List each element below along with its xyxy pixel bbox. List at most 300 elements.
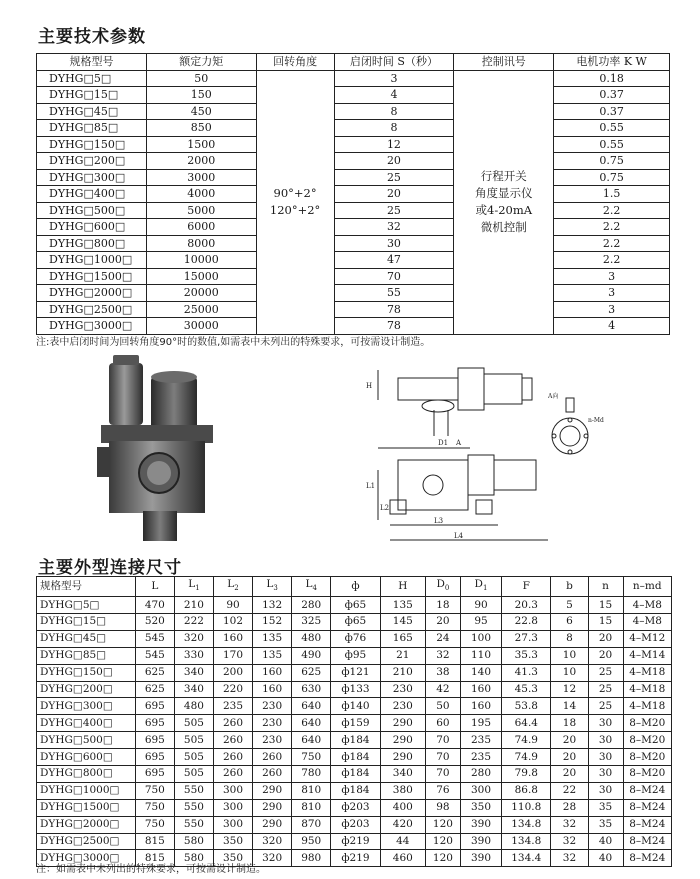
- value-cell: 86.8: [502, 782, 551, 799]
- value-cell: 14: [551, 698, 588, 715]
- power-cell: 2.2: [554, 235, 670, 252]
- value-cell: 50: [425, 698, 460, 715]
- model-cell: DYHG□1500□: [37, 268, 147, 285]
- actuator-photo: [95, 355, 235, 545]
- table-row: [37, 252, 670, 269]
- value-cell: 30: [588, 782, 623, 799]
- drawing-label-h: H: [366, 382, 373, 390]
- value-cell: 132: [253, 597, 292, 614]
- control-signal-line: 角度显示仪: [475, 186, 533, 200]
- value-cell: 4–M12: [623, 630, 672, 647]
- value-cell: 695: [135, 732, 174, 749]
- value-cell: 22.8: [502, 613, 551, 630]
- table-row: [37, 268, 670, 285]
- model-cell: DYHG□2000□: [37, 285, 147, 302]
- value-cell: 76: [425, 782, 460, 799]
- value-cell: 260: [253, 749, 292, 766]
- value-cell: 20: [551, 732, 588, 749]
- value-cell: 380: [380, 782, 425, 799]
- value-cell: 545: [135, 630, 174, 647]
- model-cell: DYHG□1000□: [37, 782, 136, 799]
- value-cell: ф203: [331, 816, 380, 833]
- value-cell: 74.9: [502, 732, 551, 749]
- value-cell: 810: [292, 782, 331, 799]
- value-cell: 625: [135, 681, 174, 698]
- value-cell: 695: [135, 715, 174, 732]
- flange-view-drawing: [548, 392, 608, 464]
- value-cell: 505: [174, 715, 213, 732]
- value-cell: 30: [588, 715, 623, 732]
- torque-cell: 3000: [146, 169, 256, 186]
- value-cell: 35: [588, 799, 623, 816]
- value-cell: 580: [174, 833, 213, 850]
- value-cell: 230: [380, 698, 425, 715]
- value-cell: 160: [213, 630, 252, 647]
- drawing-label-l3: L3: [434, 517, 444, 525]
- value-cell: 20: [551, 766, 588, 783]
- value-cell: 134.8: [502, 833, 551, 850]
- power-cell: 0.37: [554, 87, 670, 104]
- time-cell: 25: [334, 202, 454, 219]
- table-row: [37, 301, 670, 318]
- table-row: [37, 235, 670, 252]
- time-cell: 32: [334, 219, 454, 236]
- value-cell: 32: [551, 850, 588, 867]
- table-row: [37, 285, 670, 302]
- torque-cell: 850: [146, 120, 256, 137]
- column-header: 规格型号: [37, 577, 136, 597]
- model-cell: DYHG□45□: [37, 630, 136, 647]
- value-cell: 25: [588, 681, 623, 698]
- value-cell: 230: [253, 698, 292, 715]
- value-cell: 300: [213, 799, 252, 816]
- value-cell: 70: [425, 766, 460, 783]
- table-row: [37, 186, 670, 203]
- power-cell: 1.5: [554, 186, 670, 203]
- time-cell: 70: [334, 268, 454, 285]
- model-cell: DYHG□150□: [37, 136, 147, 153]
- value-cell: 79.8: [502, 766, 551, 783]
- control-signal-line: 行程开关: [480, 169, 527, 183]
- value-cell: 505: [174, 732, 213, 749]
- value-cell: 390: [460, 816, 501, 833]
- value-cell: ф140: [331, 698, 380, 715]
- value-cell: ф65: [331, 597, 380, 614]
- torque-cell: 4000: [146, 186, 256, 203]
- rotation-angle-line: 120°+2°: [269, 203, 321, 217]
- table-row: [37, 169, 670, 186]
- column-header: $L_3$: [253, 577, 292, 597]
- torque-cell: 1500: [146, 136, 256, 153]
- value-cell: 260: [213, 732, 252, 749]
- value-cell: 220: [213, 681, 252, 698]
- torque-cell: 50: [146, 70, 256, 87]
- column-header: $D_0$: [425, 577, 460, 597]
- value-cell: ф133: [331, 681, 380, 698]
- table-row: [37, 715, 672, 732]
- power-cell: 0.55: [554, 136, 670, 153]
- value-cell: 40: [588, 833, 623, 850]
- torque-cell: 20000: [146, 285, 256, 302]
- model-cell: DYHG□2500□: [37, 833, 136, 850]
- model-cell: DYHG□1000□: [37, 252, 147, 269]
- time-cell: 78: [334, 301, 454, 318]
- value-cell: 290: [253, 816, 292, 833]
- column-header: 启闭时间 S（秒）: [334, 54, 454, 71]
- value-cell: 815: [135, 833, 174, 850]
- value-cell: 520: [135, 613, 174, 630]
- value-cell: 120: [425, 833, 460, 850]
- value-cell: 24: [425, 630, 460, 647]
- power-cell: 3: [554, 285, 670, 302]
- value-cell: 8–M20: [623, 766, 672, 783]
- value-cell: 160: [460, 698, 501, 715]
- value-cell: 695: [135, 749, 174, 766]
- tech-params-table: [36, 53, 670, 335]
- table-row: [37, 833, 672, 850]
- value-cell: 18: [551, 715, 588, 732]
- value-cell: ф184: [331, 749, 380, 766]
- control-signal-cell: [454, 70, 554, 334]
- value-cell: 550: [174, 799, 213, 816]
- power-cell: 2.2: [554, 252, 670, 269]
- column-header: n–md: [623, 577, 672, 597]
- value-cell: 235: [213, 698, 252, 715]
- torque-cell: 2000: [146, 153, 256, 170]
- model-cell: DYHG□3000□: [37, 318, 147, 335]
- value-cell: 320: [174, 630, 213, 647]
- time-cell: 78: [334, 318, 454, 335]
- column-header: $D_1$: [460, 577, 501, 597]
- value-cell: 20: [425, 613, 460, 630]
- time-cell: 55: [334, 285, 454, 302]
- value-cell: ф65: [331, 613, 380, 630]
- value-cell: 90: [460, 597, 501, 614]
- table-row: [37, 681, 672, 698]
- model-cell: DYHG□85□: [37, 647, 136, 664]
- model-cell: DYHG□150□: [37, 664, 136, 681]
- value-cell: 260: [213, 749, 252, 766]
- value-cell: 280: [460, 766, 501, 783]
- time-cell: 20: [334, 186, 454, 203]
- drawing-label-nmd: n-Md: [588, 417, 604, 424]
- column-header: b: [551, 577, 588, 597]
- value-cell: 6: [551, 613, 588, 630]
- value-cell: 550: [174, 782, 213, 799]
- column-header: 额定力矩: [146, 54, 256, 71]
- model-cell: DYHG□500□: [37, 732, 136, 749]
- value-cell: 420: [380, 816, 425, 833]
- value-cell: 580: [174, 850, 213, 867]
- value-cell: ф203: [331, 799, 380, 816]
- value-cell: 20: [588, 630, 623, 647]
- value-cell: 135: [380, 597, 425, 614]
- power-cell: 3: [554, 301, 670, 318]
- value-cell: 625: [292, 664, 331, 681]
- value-cell: 160: [253, 681, 292, 698]
- value-cell: 950: [292, 833, 331, 850]
- value-cell: 8–M20: [623, 732, 672, 749]
- model-cell: DYHG□800□: [37, 235, 147, 252]
- model-cell: DYHG□2000□: [37, 816, 136, 833]
- drawing-label-l2: L2: [380, 504, 390, 512]
- table-row: [37, 597, 672, 614]
- value-cell: 8–M24: [623, 782, 672, 799]
- column-header: 回转角度: [256, 54, 334, 71]
- tech-note: 注:表中启闭时间为回转角度90°时的数值,如需表中未列出的特殊要求，可按需设计制造。: [36, 337, 431, 348]
- value-cell: 5: [551, 597, 588, 614]
- torque-cell: 6000: [146, 219, 256, 236]
- value-cell: 32: [551, 816, 588, 833]
- model-cell: DYHG□800□: [37, 766, 136, 783]
- value-cell: 8: [551, 630, 588, 647]
- value-cell: 134.4: [502, 850, 551, 867]
- power-cell: 0.75: [554, 169, 670, 186]
- value-cell: 222: [174, 613, 213, 630]
- value-cell: ф219: [331, 833, 380, 850]
- value-cell: 20: [588, 647, 623, 664]
- model-cell: DYHG□600□: [37, 749, 136, 766]
- table-row: [37, 816, 672, 833]
- value-cell: 400: [380, 799, 425, 816]
- table-row: [37, 120, 670, 137]
- time-cell: 47: [334, 252, 454, 269]
- value-cell: 20: [551, 749, 588, 766]
- table-row: [37, 766, 672, 783]
- value-cell: 44: [380, 833, 425, 850]
- model-cell: DYHG□300□: [37, 698, 136, 715]
- drawing-label-d1: D1: [438, 439, 449, 447]
- value-cell: 25: [588, 698, 623, 715]
- value-cell: 630: [292, 681, 331, 698]
- column-header: F: [502, 577, 551, 597]
- value-cell: 8–M20: [623, 715, 672, 732]
- value-cell: 320: [253, 850, 292, 867]
- time-cell: 20: [334, 153, 454, 170]
- model-cell: DYHG□15□: [37, 87, 147, 104]
- value-cell: 135: [253, 630, 292, 647]
- value-cell: 260: [253, 766, 292, 783]
- value-cell: 290: [253, 782, 292, 799]
- model-cell: DYHG□400□: [37, 715, 136, 732]
- value-cell: 8–M24: [623, 816, 672, 833]
- value-cell: 750: [135, 782, 174, 799]
- column-header: L: [135, 577, 174, 597]
- power-cell: 0.75: [554, 153, 670, 170]
- value-cell: 60: [425, 715, 460, 732]
- value-cell: 20.3: [502, 597, 551, 614]
- value-cell: 12: [551, 681, 588, 698]
- torque-cell: 30000: [146, 318, 256, 335]
- table-row: [37, 219, 670, 236]
- value-cell: 53.8: [502, 698, 551, 715]
- torque-cell: 10000: [146, 252, 256, 269]
- value-cell: 8–M20: [623, 749, 672, 766]
- value-cell: 695: [135, 766, 174, 783]
- value-cell: ф159: [331, 715, 380, 732]
- model-cell: DYHG□5□: [37, 70, 147, 87]
- value-cell: 325: [292, 613, 331, 630]
- model-cell: DYHG□15□: [37, 613, 136, 630]
- value-cell: 235: [460, 749, 501, 766]
- value-cell: 350: [213, 850, 252, 867]
- control-signal-line: 或4-20mA: [475, 203, 533, 217]
- column-header: 电机功率 K W: [554, 54, 670, 71]
- value-cell: ф76: [331, 630, 380, 647]
- drawing-label-a: A: [456, 439, 462, 447]
- value-cell: 625: [135, 664, 174, 681]
- value-cell: 32: [425, 647, 460, 664]
- value-cell: 30: [588, 766, 623, 783]
- value-cell: 170: [213, 647, 252, 664]
- value-cell: 210: [174, 597, 213, 614]
- value-cell: 140: [460, 664, 501, 681]
- time-cell: 12: [334, 136, 454, 153]
- model-cell: DYHG□1500□: [37, 799, 136, 816]
- value-cell: ф121: [331, 664, 380, 681]
- value-cell: 8–M24: [623, 850, 672, 867]
- column-header: n: [588, 577, 623, 597]
- model-cell: DYHG□85□: [37, 120, 147, 137]
- torque-cell: 150: [146, 87, 256, 104]
- value-cell: 480: [292, 630, 331, 647]
- value-cell: 4–M18: [623, 698, 672, 715]
- section-title-dims: 主要外型连接尺寸: [38, 558, 182, 578]
- value-cell: 750: [292, 749, 331, 766]
- time-cell: 8: [334, 120, 454, 137]
- value-cell: 300: [460, 782, 501, 799]
- value-cell: 15: [588, 597, 623, 614]
- value-cell: 25: [588, 664, 623, 681]
- value-cell: 320: [253, 833, 292, 850]
- value-cell: 210: [380, 664, 425, 681]
- model-cell: DYHG□300□: [37, 169, 147, 186]
- value-cell: 340: [174, 681, 213, 698]
- value-cell: 640: [292, 698, 331, 715]
- value-cell: 815: [135, 850, 174, 867]
- power-cell: 0.18: [554, 70, 670, 87]
- model-cell: DYHG□600□: [37, 219, 147, 236]
- value-cell: 260: [213, 715, 252, 732]
- value-cell: 390: [460, 833, 501, 850]
- value-cell: 160: [253, 664, 292, 681]
- value-cell: 18: [425, 597, 460, 614]
- torque-cell: 5000: [146, 202, 256, 219]
- value-cell: 110.8: [502, 799, 551, 816]
- model-cell: DYHG□200□: [37, 153, 147, 170]
- column-header: $L_1$: [174, 577, 213, 597]
- value-cell: 545: [135, 647, 174, 664]
- column-header: 规格型号: [37, 54, 147, 71]
- value-cell: ф95: [331, 647, 380, 664]
- value-cell: 120: [425, 816, 460, 833]
- value-cell: 640: [292, 732, 331, 749]
- value-cell: 340: [174, 664, 213, 681]
- value-cell: ф219: [331, 850, 380, 867]
- value-cell: 38: [425, 664, 460, 681]
- value-cell: 235: [460, 732, 501, 749]
- value-cell: 810: [292, 799, 331, 816]
- value-cell: 350: [460, 799, 501, 816]
- value-cell: 195: [460, 715, 501, 732]
- power-cell: 3: [554, 268, 670, 285]
- value-cell: 90: [213, 597, 252, 614]
- drawing-label-l4: L4: [454, 532, 464, 540]
- value-cell: 8–M24: [623, 799, 672, 816]
- value-cell: 4–M18: [623, 681, 672, 698]
- value-cell: 30: [588, 732, 623, 749]
- value-cell: 32: [551, 833, 588, 850]
- value-cell: 28: [551, 799, 588, 816]
- value-cell: 640: [292, 715, 331, 732]
- column-header: ф: [331, 577, 380, 597]
- value-cell: 135: [253, 647, 292, 664]
- dimensions-table: [36, 576, 672, 867]
- value-cell: 390: [460, 850, 501, 867]
- value-cell: 27.3: [502, 630, 551, 647]
- value-cell: 145: [380, 613, 425, 630]
- value-cell: 505: [174, 766, 213, 783]
- time-cell: 30: [334, 235, 454, 252]
- rotation-angle-line: 90°+2°: [273, 186, 317, 200]
- value-cell: 750: [135, 799, 174, 816]
- table-row: [37, 103, 670, 120]
- drawing-label-l1: L1: [366, 482, 376, 490]
- model-cell: DYHG□45□: [37, 103, 147, 120]
- table-row: [37, 153, 670, 170]
- drawing-label-aa: A向: [548, 393, 559, 400]
- value-cell: 350: [213, 833, 252, 850]
- torque-cell: 15000: [146, 268, 256, 285]
- table-row: [37, 782, 672, 799]
- value-cell: ф184: [331, 732, 380, 749]
- value-cell: 35.3: [502, 647, 551, 664]
- value-cell: 10: [551, 647, 588, 664]
- power-cell: 2.2: [554, 219, 670, 236]
- value-cell: 22: [551, 782, 588, 799]
- value-cell: 550: [174, 816, 213, 833]
- table-row: [37, 630, 672, 647]
- model-cell: DYHG□400□: [37, 186, 147, 203]
- model-cell: DYHG□3000□: [37, 850, 136, 867]
- table-row: [37, 749, 672, 766]
- time-cell: 3: [334, 70, 454, 87]
- time-cell: 4: [334, 87, 454, 104]
- value-cell: 290: [380, 749, 425, 766]
- value-cell: 340: [380, 766, 425, 783]
- value-cell: 290: [380, 732, 425, 749]
- value-cell: 4–M8: [623, 613, 672, 630]
- table-row: [37, 318, 670, 335]
- value-cell: 35: [588, 816, 623, 833]
- dims-note: 注：如需表中未列出的特殊要求，可按需设计制造。: [36, 864, 266, 875]
- value-cell: 260: [213, 766, 252, 783]
- value-cell: 300: [213, 816, 252, 833]
- value-cell: 280: [292, 597, 331, 614]
- table-row: [37, 70, 670, 87]
- table-row: [37, 613, 672, 630]
- table-row: [37, 799, 672, 816]
- value-cell: 490: [292, 647, 331, 664]
- value-cell: 870: [292, 816, 331, 833]
- value-cell: 480: [174, 698, 213, 715]
- column-header: $L_2$: [213, 577, 252, 597]
- value-cell: 750: [135, 816, 174, 833]
- value-cell: 160: [460, 681, 501, 698]
- value-cell: 40: [588, 850, 623, 867]
- value-cell: 102: [213, 613, 252, 630]
- time-cell: 25: [334, 169, 454, 186]
